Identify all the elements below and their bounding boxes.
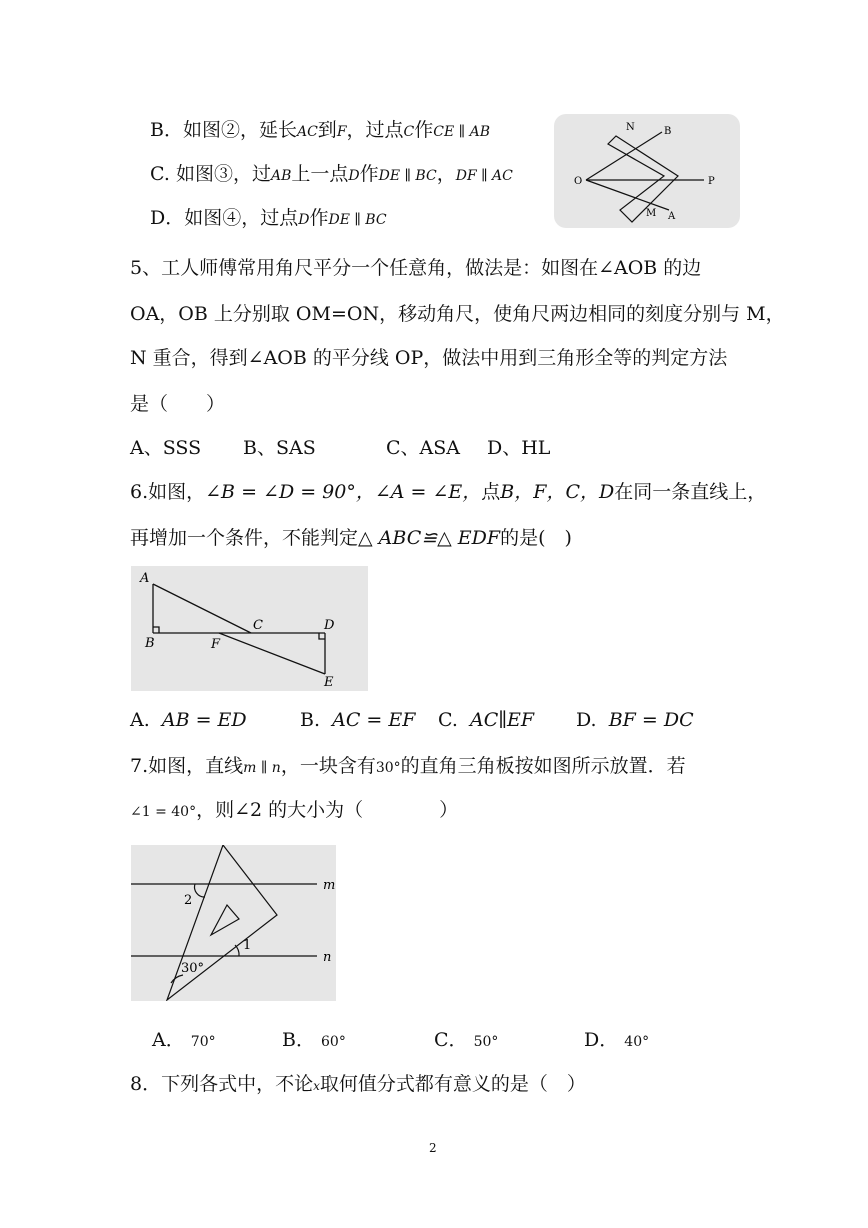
q6-option-c-letter: C. — [438, 709, 458, 731]
q7-option-d-value: 40° — [624, 1034, 650, 1050]
q6-option-b-expr: AC = EF — [332, 709, 416, 731]
fig7-label-30: 30° — [181, 961, 205, 976]
q4-option-b — [150, 118, 490, 144]
q7-line1-deg: 30° — [375, 760, 401, 776]
fig6-label-a: A — [140, 571, 150, 586]
q5-option-a: A、SSS — [130, 437, 202, 459]
q7-line1-a: 7.如图，直线 — [130, 755, 244, 777]
q7-line1-mn: m ∥ n — [243, 760, 281, 776]
q4-option-c-ab: AB — [270, 168, 292, 184]
angle-square-diagram — [554, 114, 740, 228]
fig4-label-m: M — [646, 208, 657, 219]
q4-option-c-mid2: 作 — [359, 163, 379, 185]
q5-line4: 是（ ） — [130, 393, 226, 415]
q5-line2: OA，OB 上分别取 OM=ON，移动角尺，使角尺两边相同的刻度分别与 M， — [130, 303, 785, 325]
page-number: 2 — [429, 1141, 437, 1155]
fig4-label-p: P — [708, 176, 715, 187]
q7-option-c — [434, 1028, 498, 1054]
q5-option-d: D、HL — [487, 437, 551, 459]
q7-option-b — [282, 1028, 346, 1054]
fig7-label-1: 1 — [243, 938, 252, 953]
q6-option-c-expr: AC∥EF — [470, 709, 535, 731]
q7-line2-b: ，则∠2 的大小为（ ） — [196, 799, 459, 821]
q4-option-b-ac: AC — [296, 124, 318, 140]
fig4-label-o: O — [574, 176, 583, 187]
q7-option-c-value: 50° — [473, 1034, 499, 1050]
q6-option-d-letter: D. — [576, 709, 597, 731]
q4-option-b-text: B．如图②，延长 — [150, 119, 297, 141]
q4-option-c-text: C. 如图③，过 — [150, 163, 271, 185]
q7-option-b-letter: B． — [282, 1029, 315, 1051]
q4-option-b-mid3: 作 — [414, 119, 434, 141]
q4-option-b-mid2: ，过点 — [346, 119, 404, 141]
fig7-label-n: n — [323, 950, 332, 965]
q7-line2 — [130, 798, 458, 824]
triangles-figure — [131, 566, 368, 691]
q6-line1-points: B，F，C，D — [500, 481, 615, 503]
q7-option-a — [152, 1028, 216, 1054]
q4-option-d — [150, 206, 387, 232]
q4-option-b-f: F — [336, 124, 347, 140]
q7-option-d-letter: D． — [584, 1029, 619, 1051]
q7-line1-c: 的直角三角板按如图所示放置．若 — [400, 755, 686, 777]
q6-option-d-expr: BF = DC — [608, 709, 694, 731]
triangles-diagram — [131, 566, 368, 691]
q8-variable-x: x — [313, 1079, 320, 1093]
fig4-label-b: B — [664, 126, 672, 137]
fig6-label-b: B — [145, 636, 155, 651]
q4-option-c-d: D — [348, 168, 360, 184]
q4-option-b-ce-ab: CE ∥ AB — [433, 124, 490, 140]
fig6-label-e: E — [324, 675, 334, 690]
q4-option-d-text: D．如图④，过点 — [150, 207, 299, 229]
q4-option-c-de-bc: DE ∥ BC — [378, 168, 437, 184]
q4-option-c-mid1: 上一点 — [291, 163, 349, 185]
q6-line1-c: 点 — [481, 481, 501, 503]
q6-line1-condition: ∠B = ∠D = 90°，∠A = ∠E， — [205, 481, 482, 503]
q5-line1: 5、工人师傅常用角尺平分一个任意角，做法是：如图在∠AOB 的边 — [130, 257, 702, 279]
parallel-lines-figure — [131, 845, 336, 1001]
q6-line2-congruence: △ ABC≌△ EDF — [358, 527, 501, 549]
q6-line2-a: 再增加一个条件，不能判定 — [130, 527, 359, 549]
q6-option-c — [438, 708, 534, 732]
q4-option-c — [150, 162, 513, 188]
fig6-label-d: D — [324, 618, 335, 633]
fig7-label-m: m — [323, 878, 336, 893]
q6-option-b-letter: B. — [300, 709, 321, 731]
q5-option-c: C、ASA — [386, 437, 460, 459]
fig6-label-c: C — [253, 618, 263, 633]
q7-option-b-value: 60° — [321, 1034, 346, 1050]
q6-option-b — [300, 708, 415, 732]
fig4-label-a: A — [668, 211, 676, 222]
q6-option-d — [576, 708, 694, 732]
q7-line1 — [130, 754, 686, 780]
q4-option-c-df-ac: DF ∥ AC — [455, 168, 513, 184]
q7-line2-angle: ∠1 = 40° — [130, 804, 197, 820]
q7-option-a-value: 70° — [190, 1034, 216, 1050]
q4-option-c-sep: ， — [436, 163, 456, 185]
q6-line2-c: 的是( ) — [500, 527, 572, 549]
q6-line1 — [130, 480, 766, 504]
parallel-lines-diagram — [131, 845, 336, 1001]
q7-option-c-letter: C． — [434, 1029, 468, 1051]
q8-text-b: 取何值分式都有意义的是（ ） — [319, 1073, 586, 1095]
q6-line2 — [130, 526, 572, 550]
fig7-label-2: 2 — [184, 893, 193, 908]
q6-option-a — [130, 708, 247, 732]
q8-line — [130, 1072, 586, 1098]
q4-option-d-mid: 作 — [309, 207, 329, 229]
q7-line1-b: ，一块含有 — [280, 755, 376, 777]
fig6-label-f: F — [211, 637, 221, 652]
q4-option-b-c: C — [403, 124, 415, 140]
q7-option-a-letter: A． — [152, 1029, 185, 1051]
q6-option-a-expr: AB = ED — [161, 709, 247, 731]
q6-line1-a: 6.如图， — [130, 481, 206, 503]
q6-line1-e: 在同一条直线上， — [614, 481, 767, 503]
q8-text-a: 8．下列各式中，不论 — [130, 1073, 314, 1095]
q4-option-d-d: D — [298, 212, 310, 228]
q5-option-b: B、SAS — [243, 437, 316, 459]
angle-square-figure — [554, 114, 740, 228]
q5-line3: N 重合，得到∠AOB 的平分线 OP，做法中用到三角形全等的判定方法 — [130, 347, 728, 369]
q4-option-b-mid1: 到 — [317, 119, 337, 141]
q6-option-a-letter: A. — [130, 709, 150, 731]
fig4-label-n: N — [626, 122, 635, 133]
q4-option-d-de-bc: DE ∥ BC — [328, 212, 387, 228]
q7-option-d — [584, 1028, 649, 1054]
